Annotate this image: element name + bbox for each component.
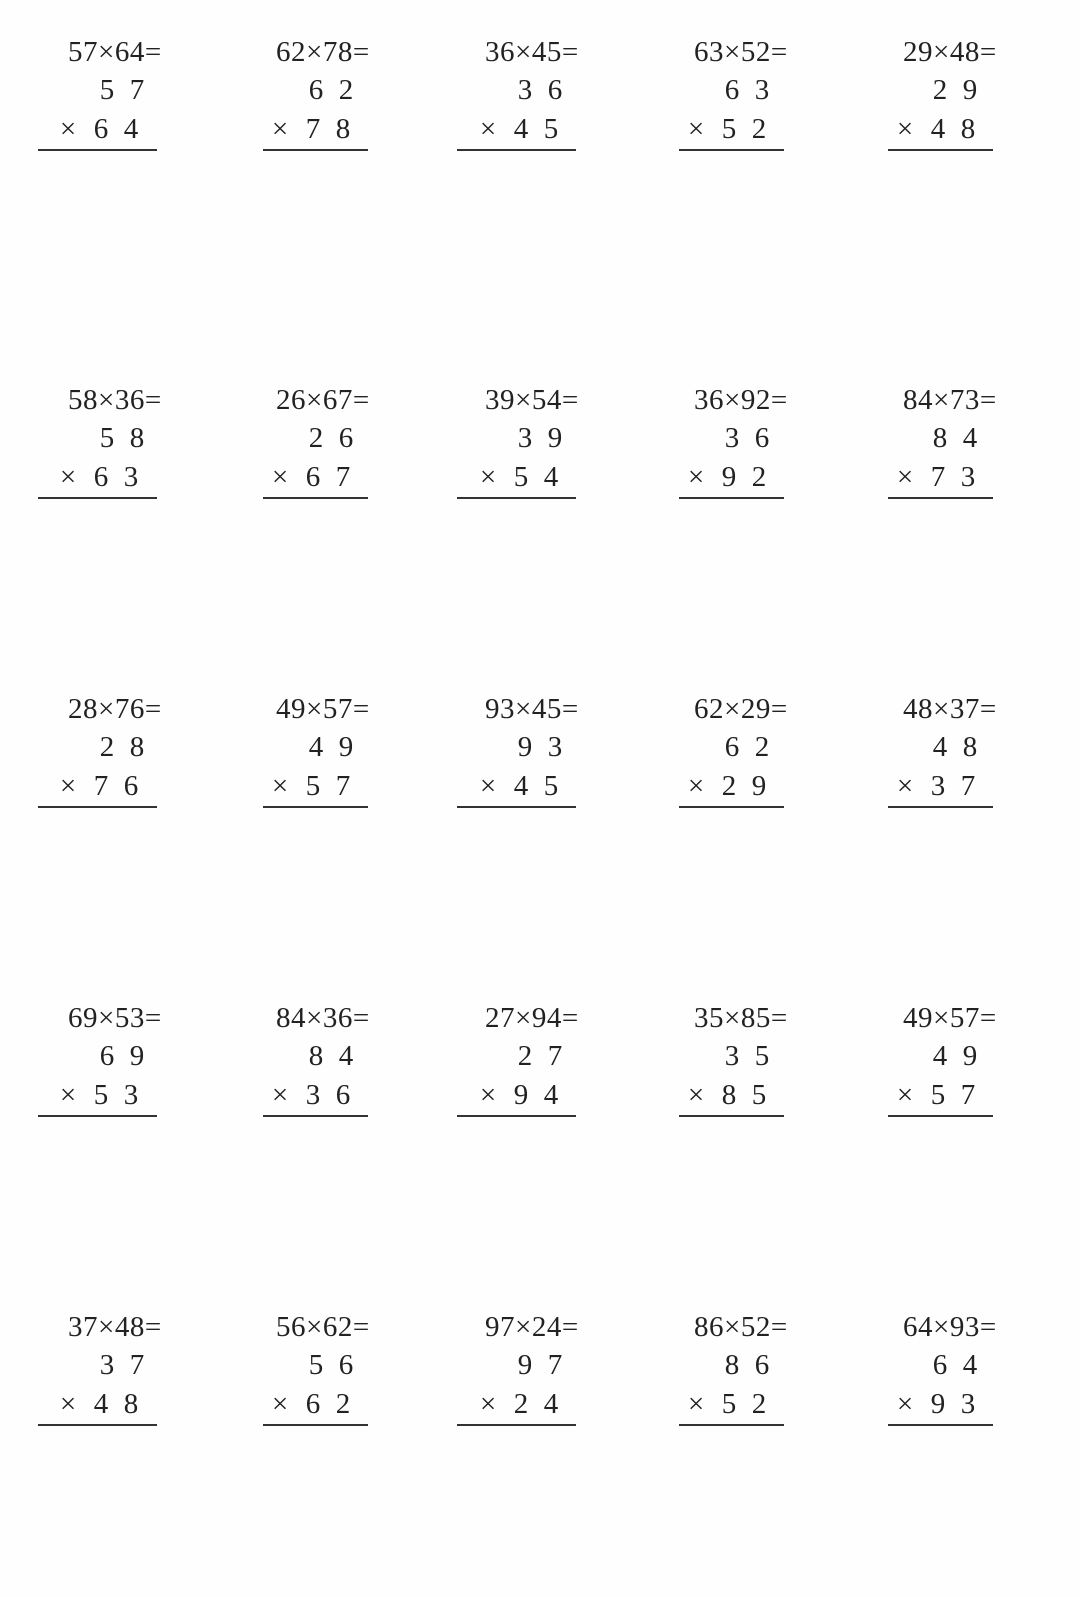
multiplier-digit: 5 [305,770,321,802]
multiplier-digit: 3 [960,1388,976,1420]
multiplier-digit: 7 [960,770,976,802]
problem-equation: 28×76= [68,693,162,725]
multiplier-digits [887,1079,983,1112]
multiply-sign: × [271,1079,289,1111]
problem-equation: 49×57= [903,1002,997,1034]
answer-line [888,149,993,151]
multiply-sign: × [271,770,289,802]
multiplicand-digit: 3 [517,74,533,106]
multiplier-digit: 9 [513,1079,529,1111]
problem-equation: 56×62= [276,1311,370,1343]
multiplicand-digit: 8 [129,731,145,763]
multiplier-digit: 7 [335,770,351,802]
multiplicand-digit: 4 [308,731,324,763]
multiplicand-digit: 8 [129,422,145,454]
multiplicand-digit: 7 [129,74,145,106]
multiplier-digit: 4 [543,1388,559,1420]
multiplier-digit: 7 [335,461,351,493]
multiplicand-digit: 6 [932,1349,948,1381]
multiplier-digits [887,113,983,146]
multiplier-digit: 3 [930,770,946,802]
problem-equation: 69×53= [68,1002,162,1034]
multiply-sign: × [271,1388,289,1420]
multiplier-digit: 5 [543,770,559,802]
multiplicand-digit: 3 [724,1040,740,1072]
problem-equation: 57×64= [68,36,162,68]
multiplier-digit: 5 [721,1388,737,1420]
multiplier-digit: 2 [513,1388,529,1420]
multiply-sign: × [896,1388,914,1420]
multiplier-digit: 3 [123,461,139,493]
multiplier-digit: 4 [543,461,559,493]
multiplier-digit: 3 [123,1079,139,1111]
multiplicand-digit: 6 [547,74,563,106]
multiplicand-digit: 6 [724,731,740,763]
multiply-sign: × [687,1388,705,1420]
multiplicand-digit: 7 [129,1349,145,1381]
multiplicand-digit: 4 [962,1349,978,1381]
multiply-sign: × [896,113,914,145]
multiplier-digit: 8 [335,113,351,145]
multiplier-digit: 4 [123,113,139,145]
multiplier-digit: 6 [335,1079,351,1111]
answer-line [888,1115,993,1117]
multiplicand-digit: 5 [308,1349,324,1381]
multiplier-digits [887,770,983,803]
multiplicand-digit: 2 [308,422,324,454]
multiplicand-digit: 9 [129,1040,145,1072]
multiplier-digit: 8 [960,113,976,145]
multiplicand-digit: 9 [517,1349,533,1381]
multiply-sign: × [479,461,497,493]
problem-1-5 [0,36,1080,160]
multiplier-digit: 3 [305,1079,321,1111]
multiplier-digits [887,461,983,494]
multiplier-digit: 5 [543,113,559,145]
problem-3-5 [0,693,1080,817]
multiplicand-digit: 3 [517,422,533,454]
multiplicand-digit: 2 [99,731,115,763]
problem-equation: 37×48= [68,1311,162,1343]
multiplicand-digit: 6 [338,1349,354,1381]
multiplier-digit: 9 [721,461,737,493]
multiplier-digit: 2 [751,1388,767,1420]
multiplicand-digit: 7 [547,1349,563,1381]
multiplicand-digit: 9 [517,731,533,763]
multiply-sign: × [687,461,705,493]
multiplicand-digit: 3 [724,422,740,454]
multiplicand-digit: 8 [308,1040,324,1072]
multiply-sign: × [271,461,289,493]
problem-equation: 93×45= [485,693,579,725]
multiplier-digit: 5 [930,1079,946,1111]
problem-equation: 29×48= [903,36,997,68]
answer-line [888,497,993,499]
problem-equation: 58×36= [68,384,162,416]
multiplier-digit: 5 [513,461,529,493]
multiplicand-digit: 9 [962,1040,978,1072]
multiplier-digit: 9 [751,770,767,802]
multiplicand-digits [925,1349,985,1382]
multiply-sign: × [687,770,705,802]
problem-equation: 26×67= [276,384,370,416]
multiplicand-digit: 2 [754,731,770,763]
multiplicand-digit: 2 [338,74,354,106]
multiplicand-digit: 4 [932,731,948,763]
problem-equation: 36×92= [694,384,788,416]
multiply-sign: × [896,770,914,802]
multiplicand-digit: 3 [547,731,563,763]
multiplier-digit: 4 [93,1388,109,1420]
multiplier-digit: 6 [93,461,109,493]
multiplier-digit: 2 [751,461,767,493]
multiply-sign: × [896,1079,914,1111]
multiply-sign: × [896,461,914,493]
multiply-sign: × [271,113,289,145]
problem-4-5 [0,1002,1080,1126]
problem-equation: 27×94= [485,1002,579,1034]
multiplicand-digit: 6 [754,1349,770,1381]
multiply-sign: × [479,113,497,145]
multiplicand-digit: 3 [99,1349,115,1381]
multiplier-digit: 6 [305,461,321,493]
problem-equation: 97×24= [485,1311,579,1343]
problem-equation: 84×73= [903,384,997,416]
multiplier-digit: 4 [513,770,529,802]
problem-equation: 86×52= [694,1311,788,1343]
multiplicand-digits [925,422,985,455]
problem-equation: 62×78= [276,36,370,68]
multiplier-digit: 5 [93,1079,109,1111]
multiplier-digit: 2 [751,113,767,145]
multiply-sign: × [59,1079,77,1111]
multiplier-digit: 4 [543,1079,559,1111]
multiplicand-digits [925,1040,985,1073]
problem-equation: 62×29= [694,693,788,725]
multiply-sign: × [687,113,705,145]
multiply-sign: × [59,461,77,493]
multiplier-digit: 7 [305,113,321,145]
multiplicand-digit: 5 [99,422,115,454]
multiplier-digit: 8 [123,1388,139,1420]
multiplier-digit: 5 [751,1079,767,1111]
multiplicand-digit: 2 [932,74,948,106]
multiplicand-digit: 7 [547,1040,563,1072]
multiplicand-digit: 9 [962,74,978,106]
problem-5-5 [0,1311,1080,1435]
problem-equation: 36×45= [485,36,579,68]
multiply-sign: × [59,1388,77,1420]
multiplicand-digit: 9 [338,731,354,763]
answer-line [888,806,993,808]
problem-equation: 49×57= [276,693,370,725]
multiplicand-digit: 2 [517,1040,533,1072]
multiply-sign: × [479,1079,497,1111]
multiplier-digit: 9 [930,1388,946,1420]
multiplier-digit: 6 [93,113,109,145]
multiplicand-digit: 4 [962,422,978,454]
multiplier-digit: 7 [960,1079,976,1111]
problem-equation: 63×52= [694,36,788,68]
multiplier-digit: 6 [305,1388,321,1420]
multiplier-digit: 2 [335,1388,351,1420]
multiplicand-digit: 3 [754,74,770,106]
multiply-sign: × [479,1388,497,1420]
multiply-sign: × [479,770,497,802]
problem-equation: 48×37= [903,693,997,725]
multiplicand-digits [925,731,985,764]
problem-equation: 39×54= [485,384,579,416]
multiplicand-digit: 6 [724,74,740,106]
multiplicand-digit: 6 [338,422,354,454]
answer-line [888,1424,993,1426]
problem-equation: 84×36= [276,1002,370,1034]
multiplicand-digit: 5 [754,1040,770,1072]
multiply-sign: × [687,1079,705,1111]
multiplier-digit: 6 [123,770,139,802]
multiplicand-digit: 6 [308,74,324,106]
multiplicand-digit: 5 [99,74,115,106]
multiplicand-digit: 9 [547,422,563,454]
multiplicand-digit: 8 [724,1349,740,1381]
multiplicand-digit: 4 [932,1040,948,1072]
problem-equation: 35×85= [694,1002,788,1034]
multiplier-digit: 3 [960,461,976,493]
multiply-sign: × [59,113,77,145]
multiplier-digit: 4 [930,113,946,145]
multiplicand-digit: 4 [338,1040,354,1072]
multiplicand-digit: 6 [99,1040,115,1072]
problem-2-5 [0,384,1080,508]
multiplier-digit: 4 [513,113,529,145]
multiplier-digit: 8 [721,1079,737,1111]
multiplier-digits [887,1388,983,1421]
problem-equation: 64×93= [903,1311,997,1343]
multiplicand-digit: 8 [962,731,978,763]
multiplicand-digit: 8 [932,422,948,454]
multiply-sign: × [59,770,77,802]
multiplicand-digits [925,74,985,107]
multiplier-digit: 5 [721,113,737,145]
multiplicand-digit: 6 [754,422,770,454]
multiplier-digit: 2 [721,770,737,802]
multiplier-digit: 7 [93,770,109,802]
multiplier-digit: 7 [930,461,946,493]
